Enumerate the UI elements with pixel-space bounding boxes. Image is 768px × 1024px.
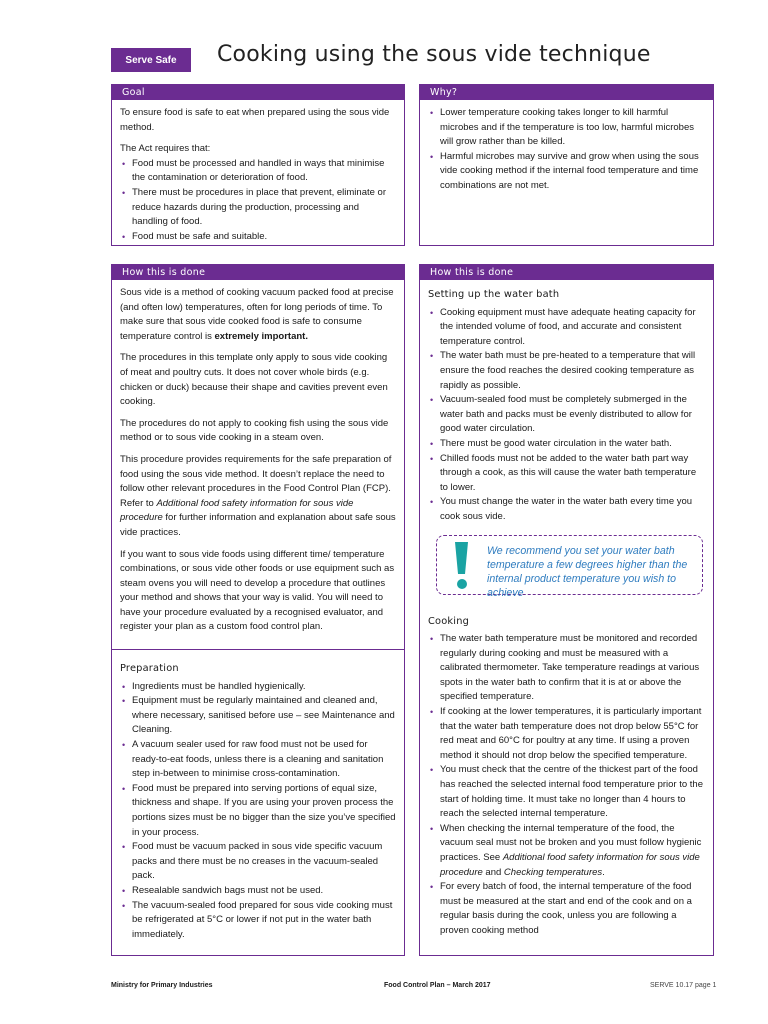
- act-requirements-list: [120, 157, 396, 245]
- list-item: • Food must be processed and handled in ways that minimise the contamination or deterioration of food.: [120, 157, 396, 186]
- list-item: • A vacuum sealer used for raw food must not be used for ready-to-eat foods, unless there is a cleaning and sanitation step in-between to minimise cross-contamination.: [120, 738, 396, 782]
- water-bath-heading: Setting up the water bath: [428, 289, 560, 300]
- goal-panel: [111, 84, 405, 246]
- water-bath-list: [428, 306, 705, 525]
- list-item: • The water bath must be pre-heated to a temperature that will ensure the food reaches the desired cooking temperature as rapidly as possible.: [428, 349, 705, 393]
- list-item: • Cooking equipment must have adequate heating capacity for the intended volume of food, and accurate and consistent temperature control.: [428, 306, 705, 350]
- list-item: • Lower temperature cooking takes longer to kill harmful microbes and if the temperature is too low, harmful microbes will grow rather than be killed.: [428, 106, 705, 150]
- requirements-paragraph: This procedure provides requirements for the safe preparation of food using the sous vide method. It doesn’t replace the need to follow other relevant procedures in the Food Control Plan (FCP). Refer to Additional food safety information for sous vide procedure for further information and explanation about safe sous vide practices.: [120, 453, 396, 538]
- cooking-list: [428, 632, 705, 938]
- list-item: • There must be good water circulation in the water bath.: [428, 437, 705, 452]
- how-left-panel: [111, 264, 405, 956]
- list-item: • Harmful microbes may survive and grow when using the sous vide cooking method if the internal food temperature and time combinations are not met.: [428, 150, 705, 194]
- footer-ministry: Ministry for Primary Industries: [111, 982, 213, 989]
- callout-text: We recommend you set your water bath temperature a few degrees higher than the internal product temperature you wish to achieve: [487, 544, 688, 599]
- how-left-heading: How this is done: [112, 265, 404, 280]
- scope-paragraph: The procedures in this template only apply to sous vide cooking of meat and poultry cuts. It does not cover whole birds (e.g. chicken or duck) because their shape and cavities prevent even cooking.: [120, 352, 388, 408]
- list-item: • When checking the internal temperature of the food, the vacuum seal must not be broken and you must follow hygienic practices. See Additional food safety information for sous vide procedure and Checking temperatures.: [428, 822, 705, 880]
- cooking-heading: Cooking: [428, 615, 470, 627]
- how-right-panel: [419, 264, 714, 956]
- custom-plan-paragraph: If you want to sous vide foods using different time/ temperature combinations, or sous vide other foods or use equipment such as steam ovens you will need to develop a procedure that outlines your method and shows that your way is valid. You will need to have your procedure evaluated by a recognised evaluator, and register your plan as a custom food control plan.: [120, 548, 395, 633]
- list-item: • Resealable sandwich bags must not be used.: [120, 884, 396, 899]
- preparation-heading: Preparation: [120, 663, 179, 675]
- list-item: • There must be procedures in place that prevent, eliminate or reduce hazards during the production, processing and handling of food.: [120, 186, 396, 230]
- list-item: • Chilled foods must not be added to the water bath part way through a cook, as this will cause the water bath temperature to lower.: [428, 452, 705, 496]
- list-item: • Food must be safe and suitable.: [120, 230, 396, 245]
- list-item: • Ingredients must be handled hygienically.: [120, 680, 396, 695]
- why-panel: [419, 84, 714, 246]
- goal-heading: Goal: [112, 85, 404, 100]
- serve-safe-badge: Serve Safe: [111, 48, 191, 72]
- goal-intro: To ensure food is safe to eat when prepared using the sous vide method.: [120, 107, 390, 133]
- how-right-heading: How this is done: [420, 265, 713, 280]
- footer-plan-date: Food Control Plan – March 2017: [384, 982, 491, 989]
- recommendation-callout: [436, 535, 703, 599]
- exclusions-paragraph: The procedures do not apply to cooking fish using the sous vide method or to sous vide cooking in a steam oven.: [120, 417, 389, 444]
- why-list: [428, 106, 705, 194]
- list-item: • Vacuum-sealed food must be completely submerged in the water bath and packs must be evenly distributed to allow for good water circulation.: [428, 393, 705, 437]
- list-item: • Food must be vacuum packed in sous vide specific vacuum packs and there must be no creases in the vacuum-sealed pack.: [120, 840, 396, 884]
- preparation-list: [120, 680, 396, 943]
- list-item: • The vacuum-sealed food prepared for sous vide cooking must be refrigerated at 5°C or lower if not put in the water bath immediately.: [120, 899, 396, 943]
- list-item: • You must check that the centre of the thickest part of the food has reached the selected internal food temperature prior to the start of holding time. It must take no longer than 4 hours to reach the selected internal temperature.: [428, 763, 705, 821]
- list-item: • You must change the water in the water bath every time you cook sous vide.: [428, 495, 705, 524]
- list-item: • Food must be prepared into serving portions of equal size, thickness and shape. If you are using your proven process the portions sizes must be no bigger than the size you’ve specified in your process.: [120, 782, 396, 840]
- list-item: • If cooking at the lower temperatures, it is particularly important that the water bath temperature does not drop below 55°C for red meat and 60°C for poultry at any time. If using a proven method it should not drop below the specified temperature.: [428, 705, 705, 763]
- exclamation-icon: [451, 540, 481, 592]
- why-heading: Why?: [420, 85, 713, 100]
- list-item: • Equipment must be regularly maintained and cleaned and, where necessary, sanitised before use – see Maintenance and Cleaning.: [120, 694, 396, 738]
- section-divider: [112, 649, 404, 650]
- footer-page-number: SERVE 10.17 page 1: [650, 982, 717, 989]
- act-intro: The Act requires that:: [120, 143, 211, 155]
- list-item: • For every batch of food, the internal temperature of the food must be measured at the start and end of the cook and on a regular basis during the cook, unless you are following a proven cooking method: [428, 880, 705, 938]
- page-title: Cooking using the sous vide technique: [217, 42, 651, 67]
- list-item: • The water bath temperature must be monitored and recorded regularly during cooking and must be measured with a calibrated thermometer. Take temperature readings at various spots in the water bath to confirm that it is at or above the specified temperature.: [428, 632, 705, 705]
- sous-vide-intro: Sous vide is a method of cooking vacuum packed food at precise (and often low) temperatures, often for long periods of time. To make sure that sous vide cooked food is safe to consume temperature control is extremely important.: [120, 287, 394, 342]
